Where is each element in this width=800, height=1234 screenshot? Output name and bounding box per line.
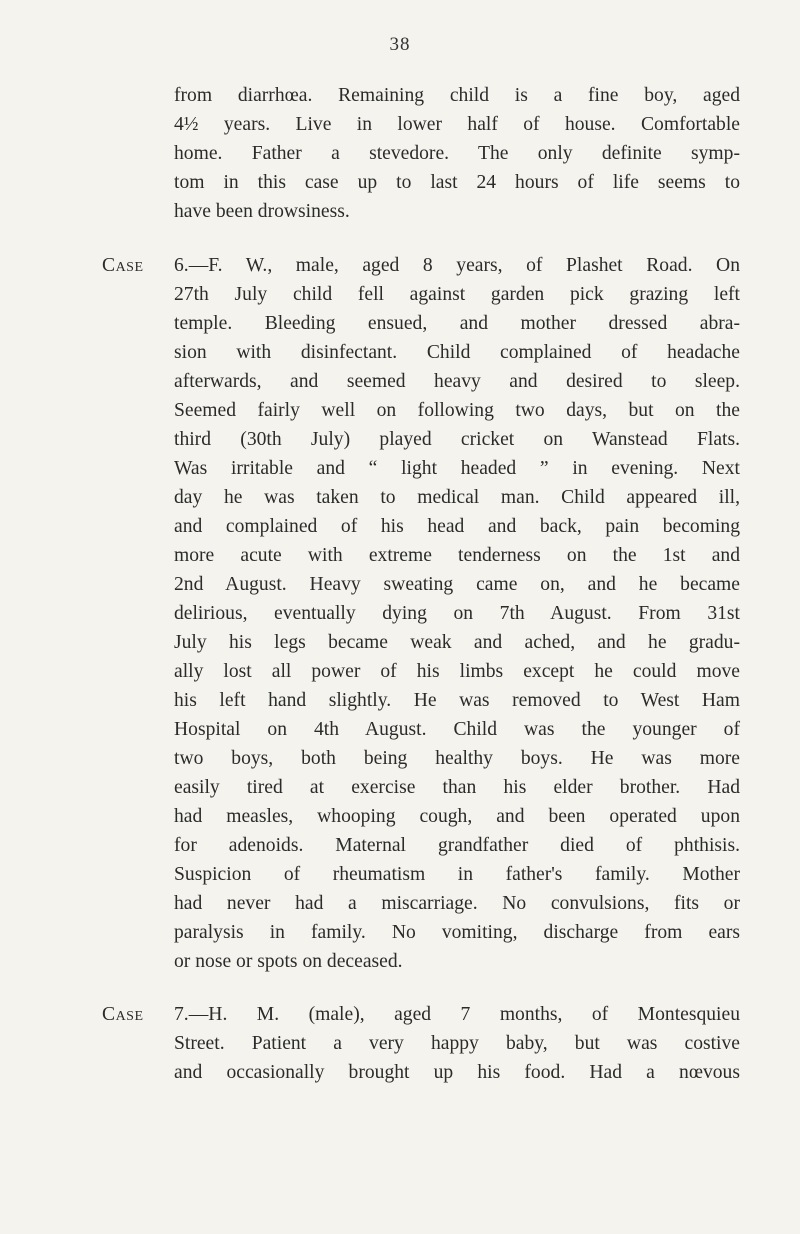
case-label: Case bbox=[102, 255, 144, 276]
text-line: afterwards, and seemed heavy and desired to sleep. bbox=[174, 371, 740, 392]
text-line: two boys, both being healthy boys. He was more bbox=[174, 748, 740, 769]
text-line: Suspicion of rheumatism in father's family. Mother bbox=[174, 864, 740, 885]
text-line: for adenoids. Maternal grandfather died of phthisis. bbox=[174, 835, 740, 856]
text-line: easily tired at exercise than his elder brother. Had bbox=[174, 777, 740, 798]
text-line: tom in this case up to last 24 hours of life seems to bbox=[174, 172, 740, 193]
text-line: had measles, whooping cough, and been operated upon bbox=[174, 806, 740, 827]
case-label: Case bbox=[102, 1004, 144, 1025]
text-line: Street. Patient a very happy baby, but was costive bbox=[174, 1033, 740, 1054]
text-line: have been drowsiness. bbox=[174, 201, 350, 222]
text-line: or nose or spots on deceased. bbox=[174, 951, 403, 972]
text-line: third (30th July) played cricket on Wanstead Flats. bbox=[174, 429, 740, 450]
text-line: and occasionally brought up his food. Had a nœvous bbox=[174, 1062, 740, 1083]
text-line: 4½ years. Live in lower half of house. Comfortable bbox=[174, 114, 740, 135]
text-line: delirious, eventually dying on 7th August. From 31st bbox=[174, 603, 740, 624]
text-line: paralysis in family. No vomiting, discharge from ears bbox=[174, 922, 740, 943]
text-line: home. Father a stevedore. The only definite symp- bbox=[174, 143, 740, 164]
text-line: temple. Bleeding ensued, and mother dressed abra- bbox=[174, 313, 740, 334]
text-line: 6.—F. W., male, aged 8 years, of Plashet Road. On bbox=[174, 255, 740, 276]
text-line: his left hand slightly. He was removed to West Ham bbox=[174, 690, 740, 711]
text-line: and complained of his head and back, pain becoming bbox=[174, 516, 740, 537]
text-line: Was irritable and “ light headed ” in evening. Next bbox=[174, 458, 740, 479]
text-line: sion with disinfectant. Child complained of headache bbox=[174, 342, 740, 363]
text-line: Hospital on 4th August. Child was the younger of bbox=[174, 719, 740, 740]
text-line: more acute with extreme tenderness on the 1st and bbox=[174, 545, 740, 566]
text-line: 2nd August. Heavy sweating came on, and he became bbox=[174, 574, 740, 595]
text-line: day he was taken to medical man. Child appeared ill, bbox=[174, 487, 740, 508]
text-line: Seemed fairly well on following two days, but on the bbox=[174, 400, 740, 421]
text-line: July his legs became weak and ached, and he gradu- bbox=[174, 632, 740, 653]
text-line: from diarrhœa. Remaining child is a fine boy, aged bbox=[174, 85, 740, 106]
page-number: 38 bbox=[389, 34, 411, 55]
text-line: 7.—H. M. (male), aged 7 months, of Montesquieu bbox=[174, 1004, 740, 1025]
text-line: 27th July child fell against garden pick grazing left bbox=[174, 284, 740, 305]
text-line: ally lost all power of his limbs except he could move bbox=[174, 661, 740, 682]
text-line: had never had a miscarriage. No convulsions, fits or bbox=[174, 893, 740, 914]
